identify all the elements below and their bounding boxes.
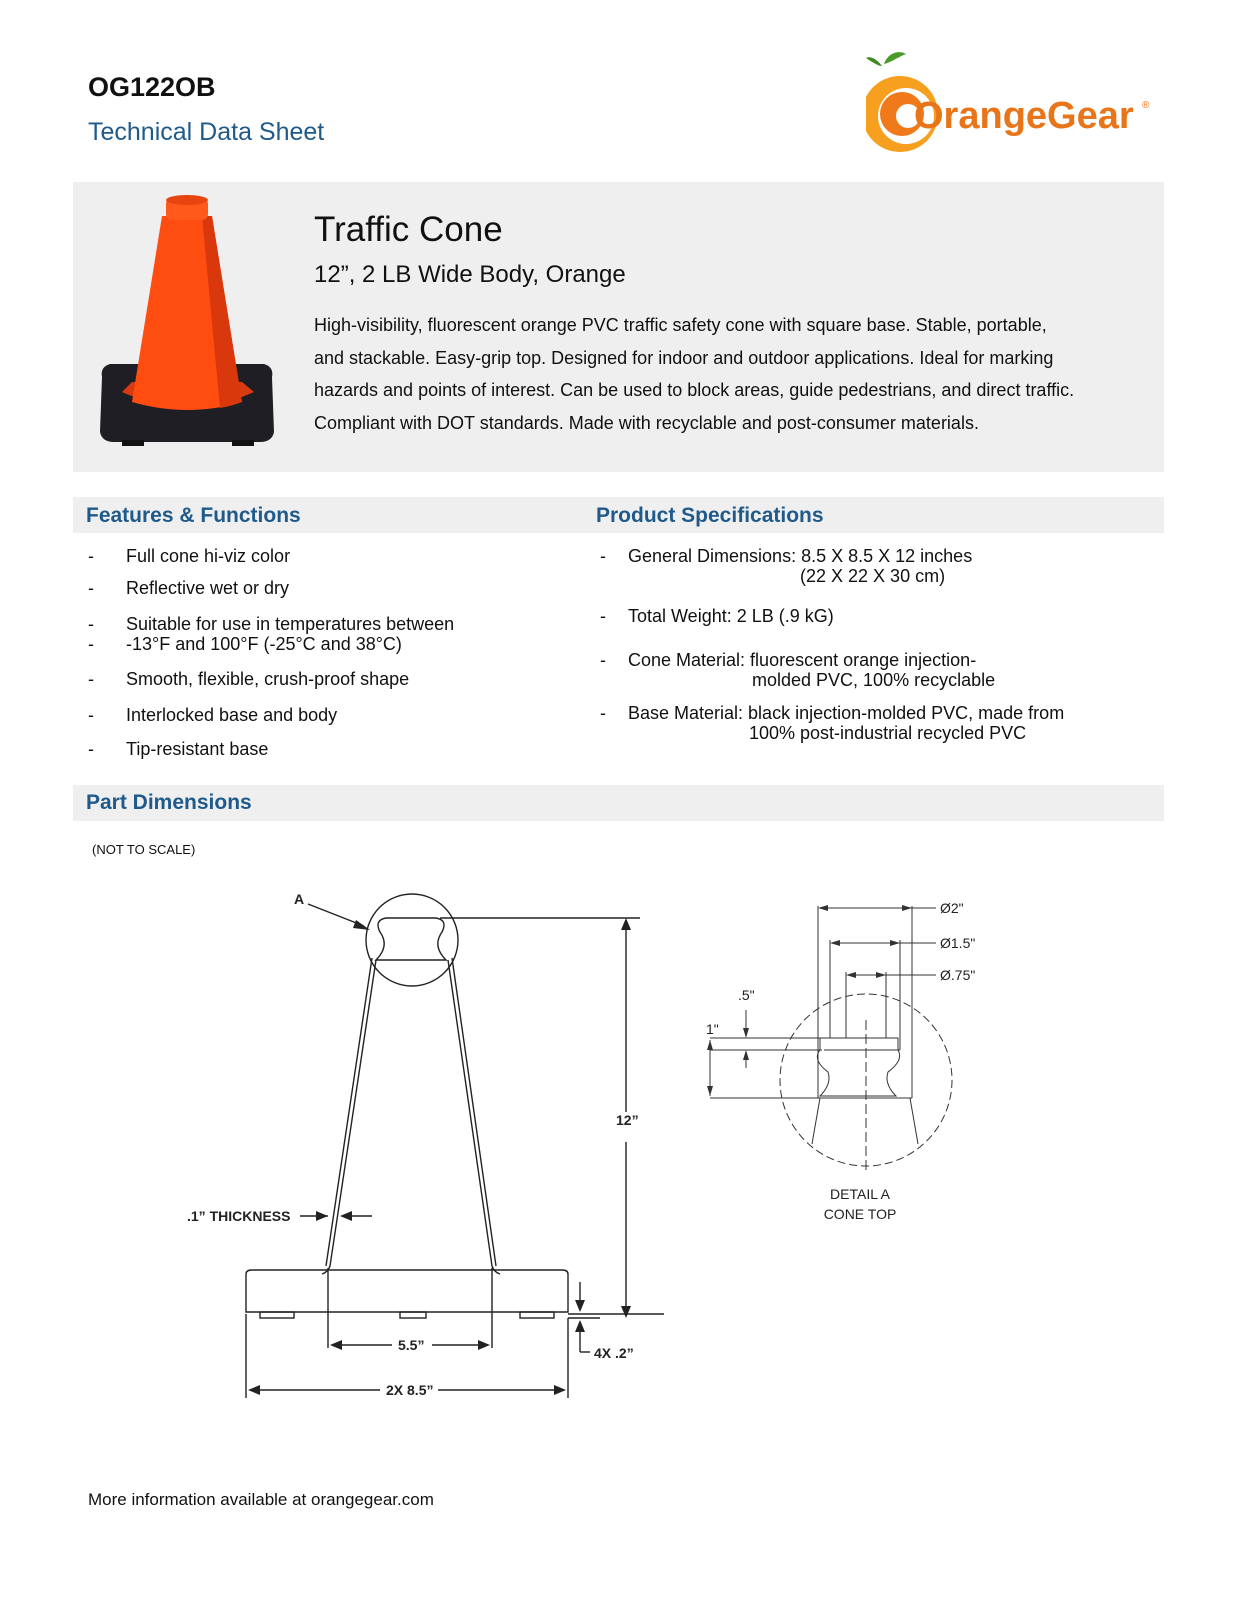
height-label: 12”	[616, 1112, 639, 1128]
features-heading: Features & Functions	[86, 504, 301, 527]
product-title: Traffic Cone	[314, 210, 503, 249]
specs-heading: Product Specifications	[596, 504, 824, 527]
detail-dim-1in: 1"	[706, 1021, 719, 1037]
thickness-label: .1” THICKNESS	[187, 1208, 291, 1224]
description-line: High-visibility, fluorescent orange PVC traffic safety cone with square base. Stable, portable,	[314, 315, 1047, 335]
detail-dim-0-75in: Ø.75"	[940, 967, 976, 983]
cone-top-detail-drawing	[700, 900, 1020, 1240]
not-to-scale-note: (NOT TO SCALE)	[92, 842, 196, 857]
orangegear-logo	[866, 48, 1166, 168]
registered-mark: ®	[1142, 100, 1150, 111]
product-description	[314, 309, 1114, 439]
detail-caption-subtitle: CONE TOP	[823, 1206, 897, 1222]
document-subtitle: Technical Data Sheet	[88, 118, 325, 146]
footer-info: More information available at orangegear.com	[88, 1490, 434, 1509]
product-subtitle: 12”, 2 LB Wide Body, Orange	[314, 261, 626, 288]
cone-dimension-drawing	[180, 890, 700, 1420]
detail-caption-title: DETAIL A	[830, 1186, 890, 1202]
description-line: Compliant with DOT standards. Made with recyclable and post-consumer materials.	[314, 412, 979, 433]
base-inner-label: 5.5”	[398, 1337, 425, 1353]
detail-dim-0-5in: .5"	[738, 987, 755, 1003]
detail-dim-1-5in: Ø1.5"	[940, 935, 976, 951]
part-dimensions-heading: Part Dimensions	[86, 791, 252, 814]
description-line: hazards and points of interest. Can be used to block areas, guide pedestrians, and direct traffic.	[314, 380, 1075, 400]
feet-label: 4X .2”	[594, 1345, 634, 1361]
traffic-cone-photo	[92, 192, 282, 462]
detail-marker-label: A	[294, 891, 305, 907]
base-width-label: 2X 8.5”	[386, 1382, 434, 1398]
detail-dim-2in: Ø2"	[940, 900, 964, 916]
description-line: and stackable. Easy-grip top. Designed for indoor and outdoor applications. Ideal for marking	[314, 347, 1054, 368]
model-number: OG122OB	[88, 72, 216, 102]
logo-wordmark: OrangeGear	[914, 95, 1134, 137]
